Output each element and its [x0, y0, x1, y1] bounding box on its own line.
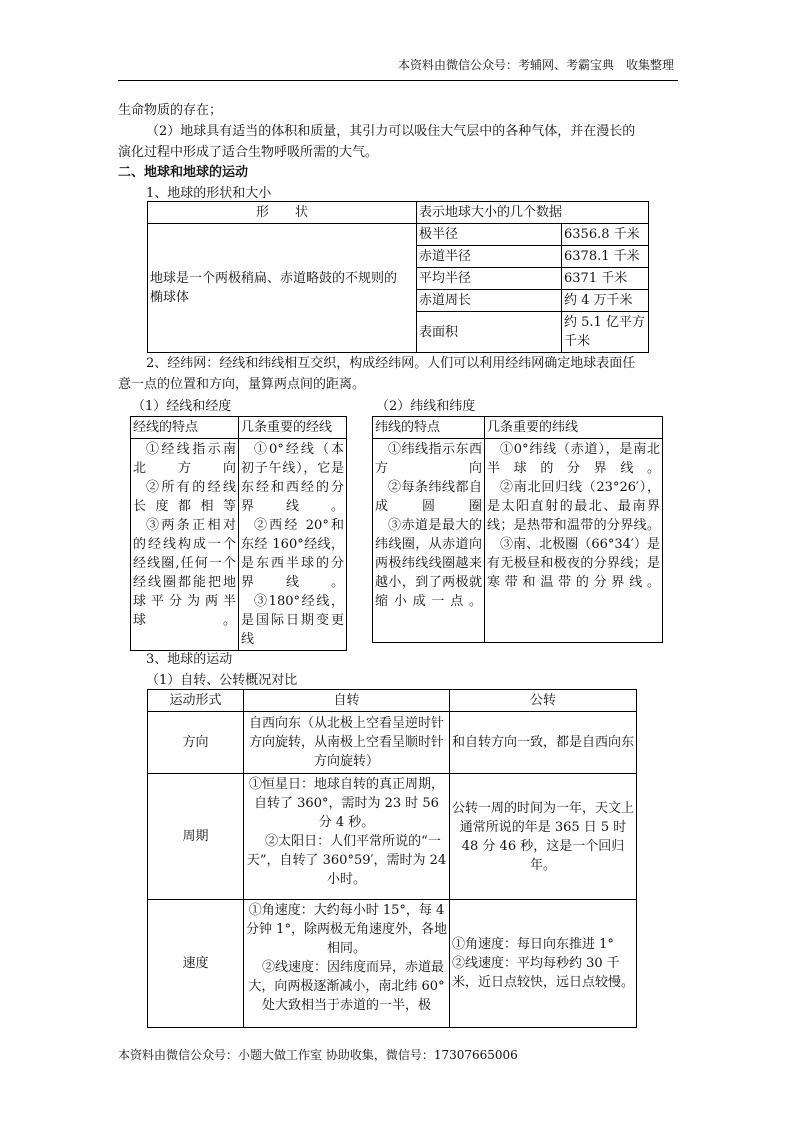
longitude-table [130, 416, 347, 651]
rotation-period: ①恒星日：地球自转的真正周期，自转了 360°，需时为 23 时 56 分 4 秒。 ②太阳日：人们平常所说的“一天”，自转了 360°59′，需时为 24 小时。 [244, 774, 450, 900]
latitude-features: ①纬线指示东西方向 ②每条纬线都自成圆圈 ③赤道是最大的纬线圈，从赤道向两极纬线线圈越来越小，到了两极就缩小成一点。 [373, 439, 485, 643]
motion-header-form: 运动形式 [148, 690, 244, 712]
intro-line-3: 演化过程中形成了适合生物呼吸所需的大气。 [118, 145, 379, 160]
longitude-important-lines: ①0°经线（本初子午线），它是东经和西经的分界线。 ②西经 20°和东经 160°经线，是东西半球的分界线。 ③180°经线，是国际日期变更线 [239, 439, 347, 651]
speed-label: 速度 [148, 900, 244, 1028]
header-divider [118, 80, 678, 81]
data-name-cell: 极半径 [417, 224, 562, 246]
data-name-cell: 赤道周长 [417, 290, 562, 312]
shape-size-table [147, 201, 649, 353]
longitude-header-lines: 几条重要的经线 [239, 417, 347, 439]
latitude-title: （2）纬线和纬度 [376, 399, 476, 414]
data-value-cell: 6378.1 千米 [562, 246, 649, 268]
data-value-cell: 约 5.1 亿平方千米 [562, 312, 649, 353]
subsection-3-1-title: （1）自转、公转概况对比 [146, 673, 298, 688]
subsection-2-line-2: 意一点的位置和方向，量算两点间的距离。 [118, 377, 366, 392]
intro-line-1: 生命物质的存在； [118, 103, 223, 118]
revolution-direction: 和自转方向一致，都是自西向东 [450, 712, 637, 774]
data-header: 表示地球大小的几个数据 [417, 202, 649, 224]
motion-header-revolution: 公转 [450, 690, 637, 712]
revolution-period: 公转一周的时间为一年，天文上通常所说的年是 365 日 5 时 48 分 46 秒，这是一个回归年。 [450, 774, 637, 900]
period-label: 周期 [148, 774, 244, 900]
latitude-header-features: 纬线的特点 [373, 417, 485, 439]
data-value-cell: 6356.8 千米 [562, 224, 649, 246]
shape-description: 地球是一个两极稍扁、赤道略鼓的不规则的 椭球体 [148, 224, 417, 353]
data-name-cell: 平均半径 [417, 268, 562, 290]
data-value-cell: 约 4 万千米 [562, 290, 649, 312]
latitude-table [372, 416, 663, 643]
longitude-title: （1）经线和经度 [132, 399, 232, 414]
data-name-cell: 赤道半径 [417, 246, 562, 268]
subsection-2-line-1: 2、经纬网：经线和纬线相互交织，构成经纬网。人们可以利用经纬网确定地球表面任 [146, 356, 636, 371]
rotation-direction: 自西向东（从北极上空看呈逆时针方向旋转，从南极上空看呈顺时针方向旋转） [244, 712, 450, 774]
section-2-title: 二、地球和地球的运动 [118, 165, 249, 180]
data-name-cell: 表面积 [417, 312, 562, 353]
page-header: 本资料由微信公众号：考辅网、考霸宝典 收集整理 [397, 58, 674, 72]
subsection-1-title: 1、地球的形状和大小 [146, 186, 272, 201]
data-value-cell: 6371 千米 [562, 268, 649, 290]
longitude-features: ①经线指示南北方向 ②所有的经线长度都相等 ③两条正相对的经线构成一个经线圈,任何一个经线圈都能把地球平分为两半球。 [131, 439, 239, 651]
page-footer: 本资料由微信公众号：小题大做工作室 协助收集，微信号：17307665006 [118, 1048, 518, 1062]
motion-table [147, 689, 637, 1028]
latitude-important-lines: ①0°纬线（赤道），是南北半球的分界线。 ②南北回归线（23°26′），是太阳直射的最北、最南界线；是热带和温带的分界线。 ③南、北极圈（66°34′）是有无极昼和极夜的分界线；是寒带和温带的分界线。 [485, 439, 663, 643]
direction-label: 方向 [148, 712, 244, 774]
revolution-speed: ①角速度：每日向东推进 1° ②线速度：平均每秒约 30 千米，近日点较快，远日点较慢。 [450, 900, 637, 1028]
intro-line-2: （2）地球具有适当的体积和质量，其引力可以吸住大气层中的各种气体，并在漫长的 [146, 124, 636, 139]
motion-header-rotation: 自转 [244, 690, 450, 712]
subsection-3-title: 3、地球的运动 [146, 652, 233, 667]
longitude-header-features: 经线的特点 [131, 417, 239, 439]
shape-header: 形 状 [148, 202, 417, 224]
rotation-speed: ①角速度：大约每小时 15°，每 4 分钟 1°，除两极无角速度外，各地相同。 ②线速度：因纬度而异，赤道最大，向两极逐渐减小，南北纬 60°处大致相当于赤道的一半，极 [244, 900, 450, 1028]
latitude-header-lines: 几条重要的纬线 [485, 417, 663, 439]
